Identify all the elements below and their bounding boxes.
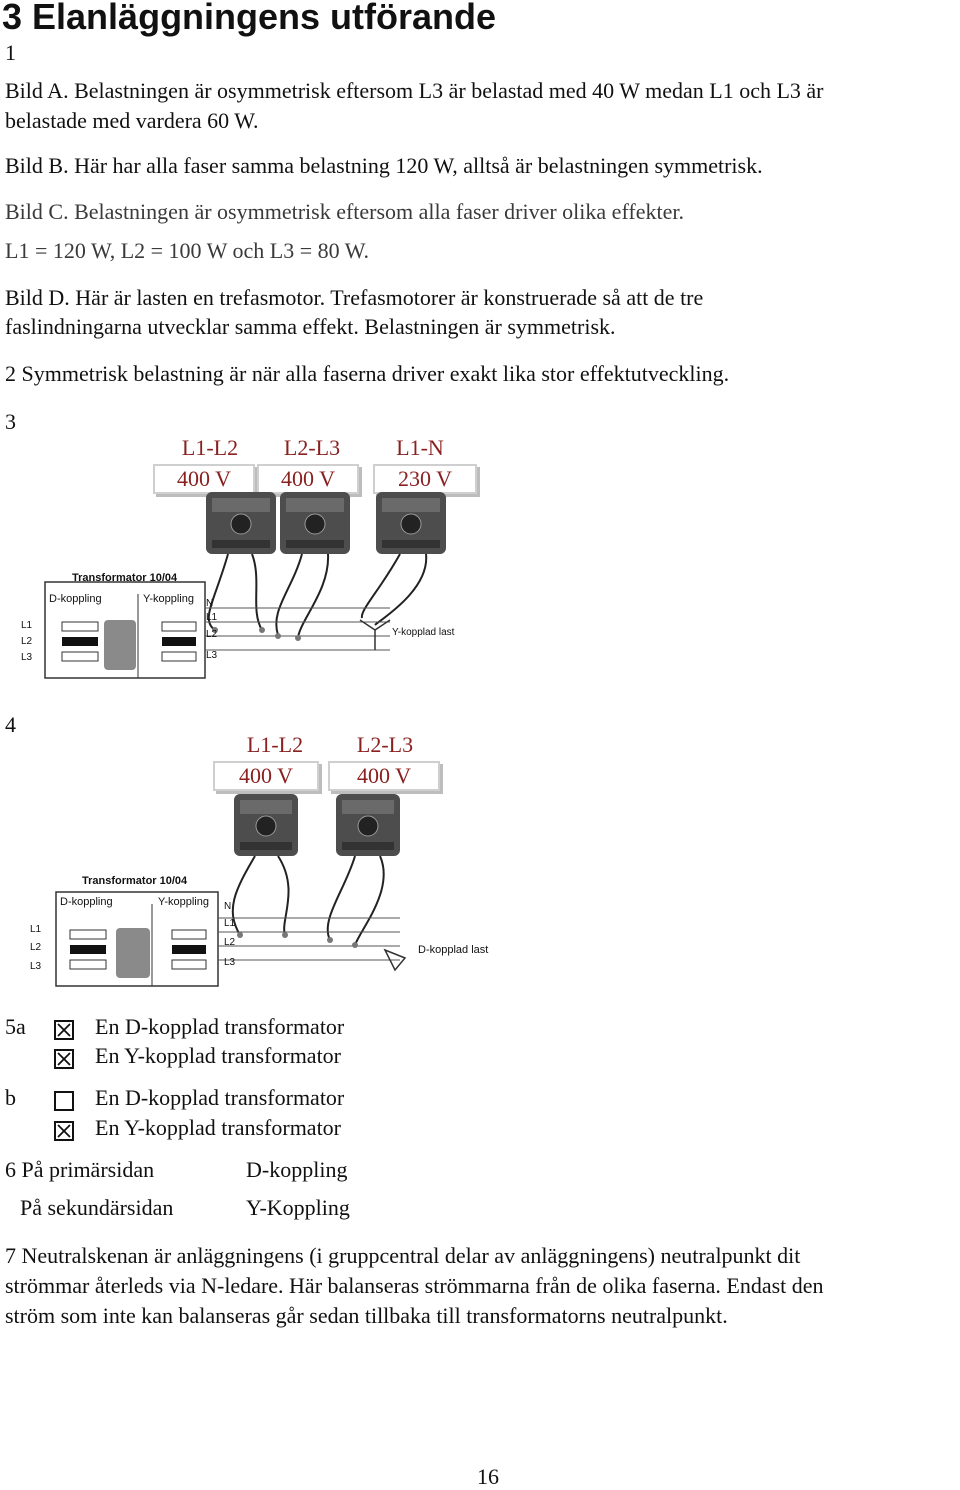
q3-right-N: N [206,598,214,609]
q1-bild-a-line1: Bild A. Belastningen är osymmetrisk eftersom L3 är belastad med 40 W medan L1 och L3 är [5,78,824,103]
q5a-item1-checkbox[interactable] [54,1020,74,1040]
q5a-item2-label: En Y-kopplad transformator [95,1043,342,1068]
q4-right-L1: L1 [224,918,236,929]
checkbox-x-icon [56,1123,72,1139]
q3-left-L1: L1 [21,620,33,631]
q6-primary-value: D-koppling [246,1157,348,1182]
q4-multimeter-2-icon [336,794,400,856]
q6-secondary-value: Y-Koppling [246,1195,350,1220]
q6-primary-label: 6 På primärsidan [5,1157,155,1182]
q7-line1: 7 Neutralskenan är anläggningens (i gruppcentral delar av anläggningens) neutralpunkt dit [5,1243,801,1268]
q2-text: 2 Symmetrisk belastning är när alla faserna driver exakt lika stor effektutveckling. [5,361,730,386]
q5a-label: 5a [5,1014,26,1039]
q4-load-label: D-kopplad last [418,944,489,956]
q3-meter3-value: 230 V [373,464,477,494]
q3-multimeter-2-icon [280,492,350,554]
q4-multimeter-1-icon [234,794,298,856]
q3-d-koppling-label: D-koppling [49,593,102,605]
q1-bild-d-line1: Bild D. Här är lasten en trefasmotor. Trefasmotorer är konstruerade så att de tre [5,285,704,310]
q4-left-L3: L3 [30,961,42,972]
q3-meter1-label: L1-L2 [181,435,239,460]
q3-left-L2: L2 [21,636,33,647]
q6-secondary-label: På sekundärsidan [20,1195,174,1220]
q1-bild-b: Bild B. Här har alla faser samma belastning 120 W, alltså är belastningen symmetrisk. [5,153,763,178]
q4-y-koppling-label: Y-koppling [158,896,209,908]
q4-left-L1: L1 [30,924,42,935]
q1-bild-a-line2: belastade med vardera 60 W. [5,108,259,133]
q7-line3: ström som inte kan balanseras går sedan tillbaka till transformatorns neutralpunkt. [5,1303,728,1328]
q5a-item1-label: En D-kopplad transformator [95,1014,345,1039]
q5b-item2-checkbox[interactable] [54,1121,74,1141]
q1-number: 1 [5,40,16,65]
q5b-item1-checkbox[interactable] [54,1091,74,1111]
q5b-item2-label: En Y-kopplad transformator [95,1115,342,1140]
q4-right-L3: L3 [224,957,236,968]
checkbox-x-icon [56,1022,72,1038]
q4-meter1-label: L1-L2 [246,732,304,757]
q4-meter2-value: 400 V [328,761,440,791]
q3-meter2-value: 400 V [257,464,359,494]
q3-right-L3: L3 [206,650,218,661]
page-title: 3 Elanläggningens utförande [2,0,497,37]
q4-meter2-label: L2-L3 [356,732,414,757]
q1-bild-c-line1: Bild C. Belastningen är osymmetrisk eftersom alla faser driver olika effekter. [5,199,684,224]
q3-meter1-value: 400 V [153,464,255,494]
q1-bild-c-line2: L1 = 120 W, L2 = 100 W och L3 = 80 W. [5,238,369,263]
q3-number: 3 [5,409,16,434]
q4-meter1-value: 400 V [213,761,319,791]
page-number: 16 [477,1464,499,1489]
q4-transformer-title: Transformator 10/04 [82,875,188,887]
q3-transformer-title: Transformator 10/04 [72,572,178,584]
q3-left-L3: L3 [21,652,33,663]
q5a-item2-checkbox[interactable] [54,1049,74,1069]
q3-meter3-label: L1-N [396,435,444,460]
q4-right-L2: L2 [224,937,236,948]
q1-bild-d-line2: faslindningarna utvecklar samma effekt. Belastningen är symmetrisk. [5,314,616,339]
q3-right-L1: L1 [206,612,218,623]
q3-multimeter-3-icon [376,492,446,554]
q5b-label: b [5,1085,16,1110]
q3-load-label: Y-kopplad last [392,627,455,638]
q5b-item1-label: En D-kopplad transformator [95,1085,345,1110]
q4-number: 4 [5,712,16,737]
q4-d-koppling-label: D-koppling [60,896,113,908]
q3-multimeter-1-icon [206,492,276,554]
q3-circuit-diagram [0,490,960,690]
q4-left-L2: L2 [30,942,42,953]
q3-meter2-label: L2-L3 [283,435,341,460]
checkbox-x-icon [56,1051,72,1067]
q4-circuit-diagram [0,790,960,990]
q4-right-N: N [224,901,232,912]
q3-right-L2: L2 [206,629,218,640]
q3-y-koppling-label: Y-koppling [143,593,194,605]
q7-line2: strömmar återleds via N-ledare. Här balanseras strömmarna från de olika faserna. Endast den [5,1273,824,1298]
